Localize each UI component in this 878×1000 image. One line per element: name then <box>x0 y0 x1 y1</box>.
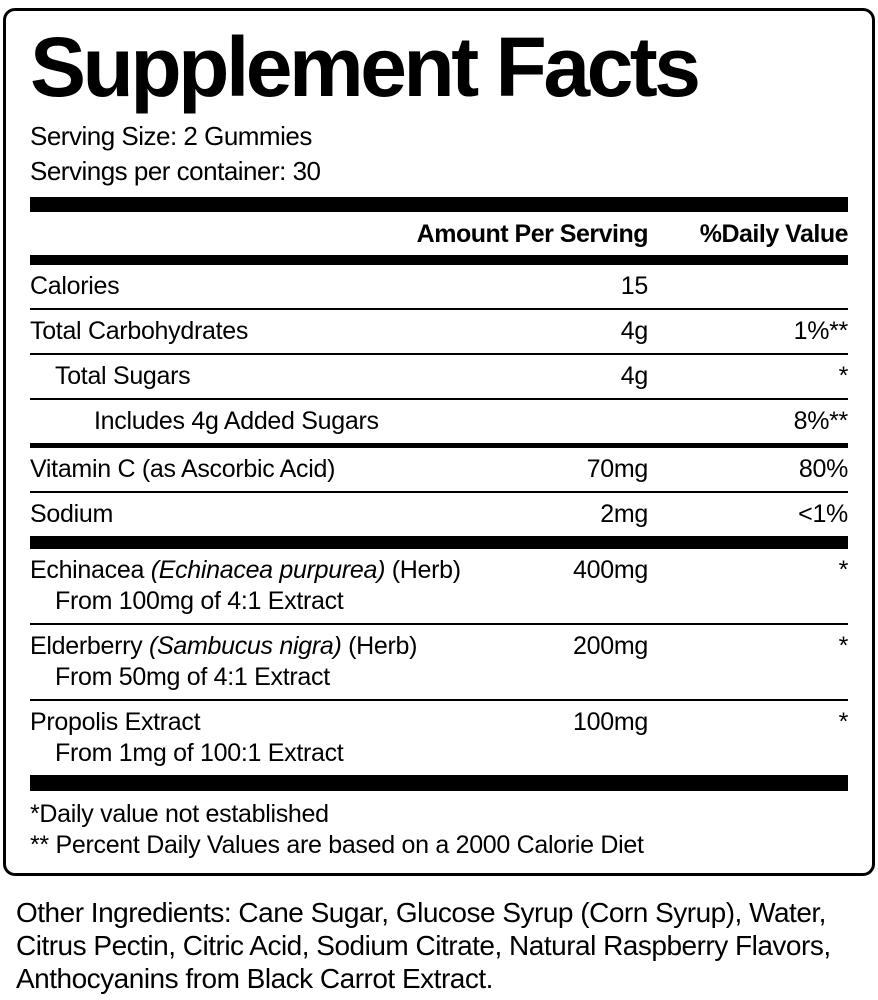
footnote-daily-value: *Daily value not established <box>30 800 329 828</box>
nutrient-row-total-sugars <box>30 355 848 400</box>
nutrient-name-suffix: (Herb) <box>341 632 418 660</box>
footnotes <box>30 799 848 861</box>
nutrient-name: Sodium <box>30 500 113 528</box>
nutrient-dv: * <box>838 556 848 584</box>
nutrient-row-elderberry <box>30 625 848 701</box>
nutrient-amount: 2mg <box>600 500 648 528</box>
serving-size: Serving Size: 2 Gummies <box>30 121 312 151</box>
other-ingredients: Other Ingredients: Cane Sugar, Glucose Syrup (Corn Syrup), Water, Citrus Pectin, Citric Acid, Sodium Citrate, Natural Raspberry Flavors, Anthocyanins from Black Carrot Extract. <box>16 897 831 994</box>
amount-per-serving-header: Amount Per Serving <box>416 220 648 248</box>
nutrient-dv: * <box>838 632 848 660</box>
nutrient-dv: * <box>838 708 848 736</box>
nutrient-subline: From 1mg of 100:1 Extract <box>55 739 344 767</box>
nutrient-latin-name: (Echinacea purpurea) <box>150 556 386 584</box>
nutrient-name: Calories <box>30 272 120 300</box>
nutrient-amount: 200mg <box>573 632 648 660</box>
nutrient-name: Total Carbohydrates <box>30 317 249 345</box>
nutrient-dv: * <box>838 362 848 390</box>
nutrient-amount: 400mg <box>573 556 648 584</box>
supplement-facts-panel <box>3 8 875 876</box>
nutrient-amount: 4g <box>620 362 648 390</box>
nutrient-dv: 8%** <box>793 407 848 435</box>
nutrient-row-vitamin-c <box>30 448 848 493</box>
nutrient-name: Total Sugars <box>55 362 191 390</box>
medium-divider-header <box>30 255 848 265</box>
nutrient-amount: 4g <box>620 317 648 345</box>
thick-divider-bottom <box>30 775 848 791</box>
nutrient-name: Echinacea <box>30 556 151 584</box>
nutrient-name: Vitamin C (as Ascorbic Acid) <box>30 455 336 483</box>
nutrient-name: Includes 4g Added Sugars <box>94 407 379 435</box>
nutrient-name-suffix: (Herb) <box>385 556 461 584</box>
nutrient-subline: From 100mg of 4:1 Extract <box>55 587 344 615</box>
footnote-percent-dv: ** Percent Daily Values are based on a 2000 Calorie Diet <box>30 831 644 859</box>
thick-divider-middle <box>30 536 848 549</box>
servings-per-container: Servings per container: 30 <box>30 156 321 186</box>
nutrient-row-added-sugars <box>30 400 848 448</box>
nutrient-name: Propolis Extract <box>30 708 201 736</box>
nutrient-row-sodium <box>30 493 848 536</box>
nutrient-dv: 80% <box>798 455 848 483</box>
daily-value-header: %Daily Value <box>699 220 848 248</box>
nutrient-amount: 100mg <box>573 708 648 736</box>
nutrient-amount: 70mg <box>586 455 648 483</box>
label-title: Supplement Facts <box>30 20 698 114</box>
nutrient-amount: 15 <box>620 272 648 300</box>
nutrient-subline: From 50mg of 4:1 Extract <box>55 663 330 691</box>
nutrient-name: Elderberry <box>30 632 149 660</box>
thick-divider-top <box>30 197 848 212</box>
nutrient-row-total-carbohydrates <box>30 310 848 355</box>
nutrient-dv: <1% <box>798 500 848 528</box>
column-headers <box>30 212 848 255</box>
nutrient-latin-name: (Sambucus nigra) <box>148 632 342 660</box>
nutrient-row-echinacea <box>30 549 848 625</box>
nutrient-row-propolis <box>30 701 848 775</box>
nutrient-dv: 1%** <box>793 317 848 345</box>
nutrient-row-calories <box>30 265 848 310</box>
